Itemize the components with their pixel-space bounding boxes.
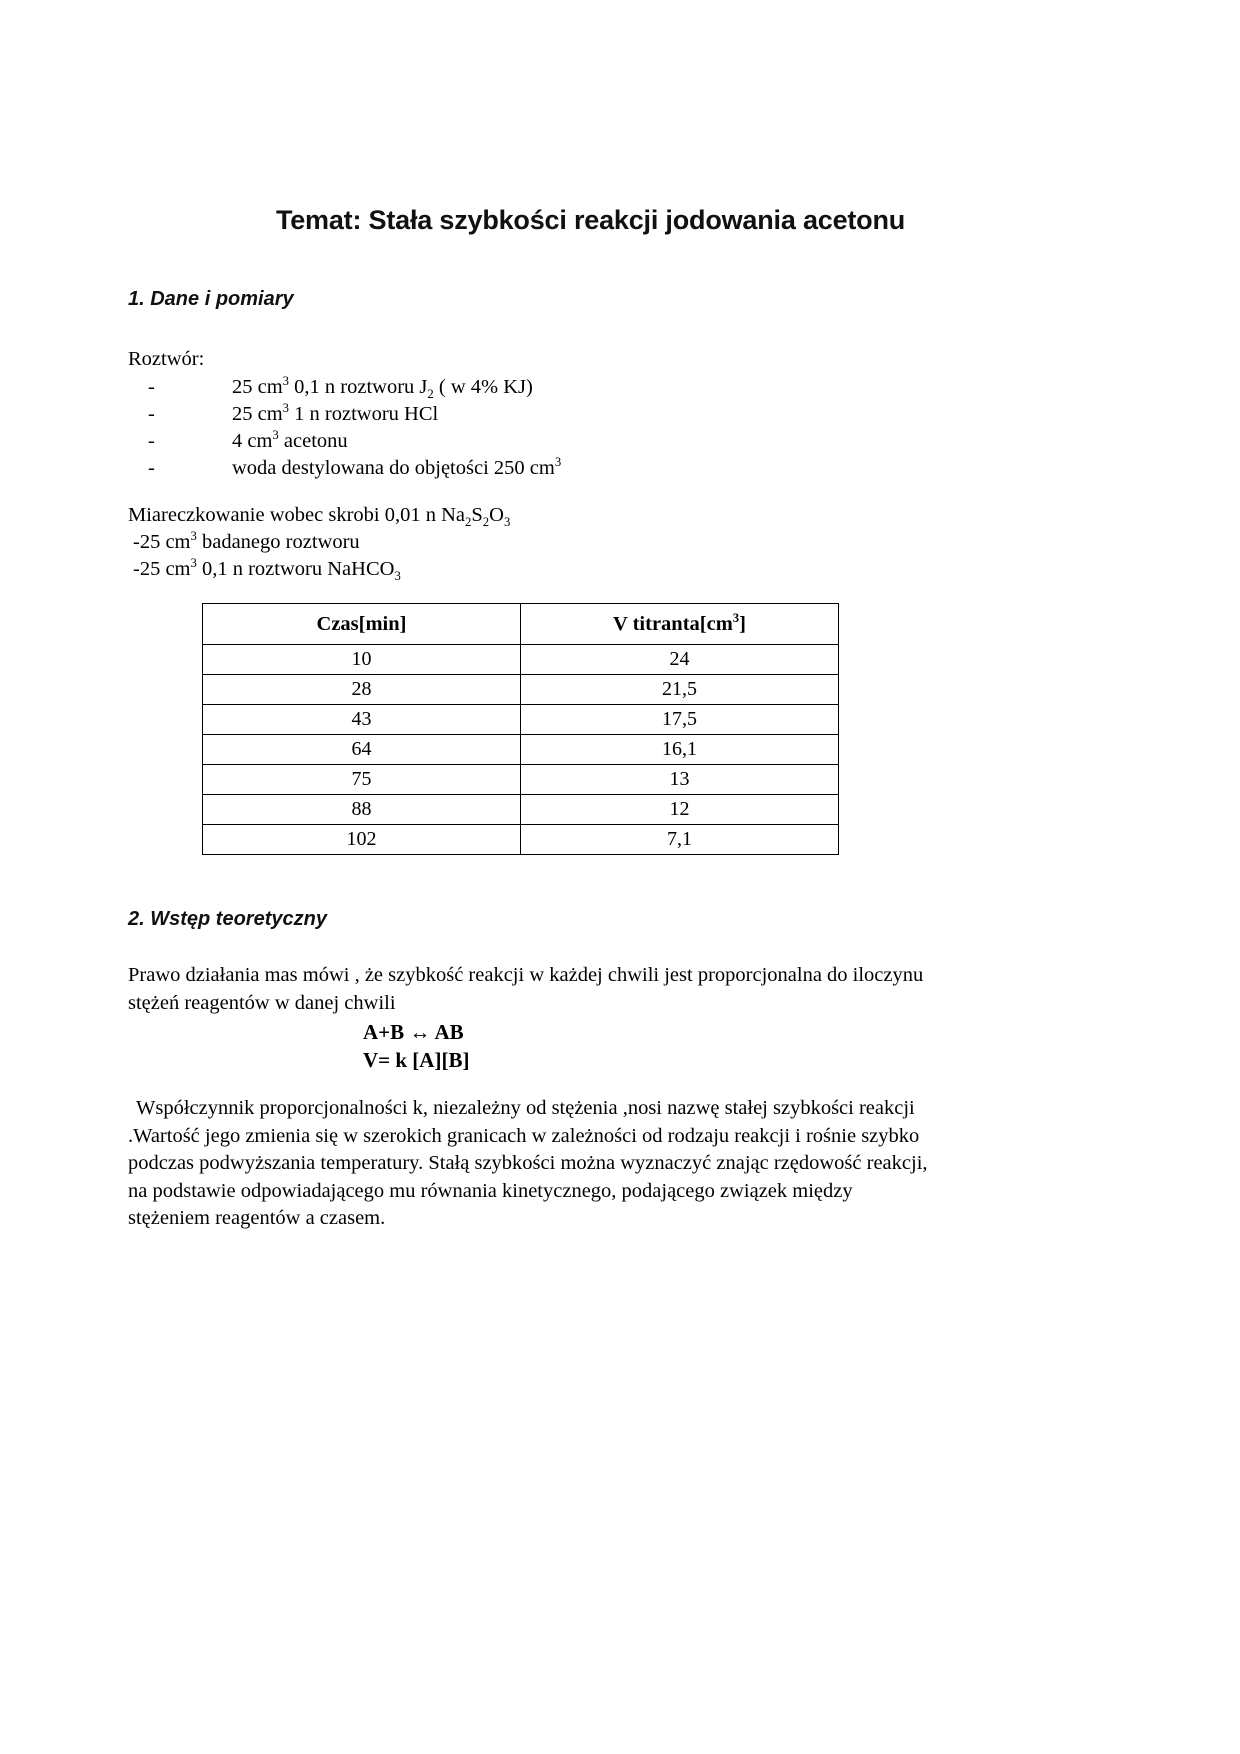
table-cell-czas: 43 (203, 705, 521, 735)
sample-amount: -25 cm (133, 531, 191, 553)
table-cell-titrant: 16,1 (521, 735, 839, 765)
table-row (203, 705, 839, 735)
list-item-exponent: 3 (282, 374, 290, 389)
table-cell-czas: 64 (203, 735, 521, 765)
table-cell-titrant: 17,5 (521, 705, 839, 735)
table-cell-czas: 88 (203, 795, 521, 825)
table-cell-titrant: 13 (521, 765, 839, 795)
table-row (203, 645, 839, 675)
list-item-exponent: 3 (272, 428, 279, 443)
paragraph-main: Współczynnik proporcjonalności k, niezależny od stężenia ,nosi nazwę stałej szybkości reakcji .Wartość jego zmienia się w szerokich granicach w zależności od rodzaju reakcji i rośnie szybko podczas podwyższania temperatury. Stałą szybkości można wyznaczyć znając rzędowość reakcji, na podstawie odpowiadającego mu równania kinetycznego, podającego związek między stężeniem reagentów a czasem. (128, 1097, 928, 1229)
table-cell-titrant: 24 (521, 645, 839, 675)
list-item-bullet: - (148, 430, 155, 452)
titration-line-sample (128, 529, 828, 556)
titration-sub-1: 2 (465, 515, 472, 530)
list-item-bullet: - (148, 457, 155, 479)
table-row (203, 765, 839, 795)
table-cell-czas: 10 (203, 645, 521, 675)
sample-text: badanego roztworu (196, 531, 360, 553)
section-heading-wstep-teoretyczny: 2. Wstęp teoretyczny (128, 908, 327, 930)
list-item-amount: 4 cm (232, 430, 273, 452)
table-header-czas (203, 604, 521, 645)
nahco3-amount: -25 cm (133, 558, 191, 580)
titration-text-c: O (489, 504, 504, 526)
table-header-titrant-exponent: 3 (732, 610, 740, 625)
formula-rate: V= k [A][B] (363, 1048, 470, 1072)
page-title: Temat: Stała szybkości reakcji jodowania acetonu (275, 205, 906, 235)
list-item-amount: 25 cm (232, 376, 283, 398)
table-cell-czas: 28 (203, 675, 521, 705)
table-row (203, 795, 839, 825)
titration-line-nahco3 (128, 556, 828, 583)
solution-label: Roztwór: (128, 348, 205, 370)
formula-block (128, 1018, 828, 1074)
table-row (203, 825, 839, 855)
nahco3-text: 0,1 n roztworu NaHCO (196, 558, 395, 580)
table-cell-czas: 75 (203, 765, 521, 795)
list-item-exponent: 3 (282, 401, 290, 416)
list-item-rest: 1 n roztworu HCl (289, 403, 439, 425)
nahco3-sub: 3 (394, 569, 401, 584)
table-body (203, 645, 839, 855)
table-header-czas-label: Czas[min] (316, 612, 407, 635)
list-item-amount: woda destylowana do objętości 250 cm (232, 457, 555, 479)
table-header-row (203, 604, 839, 645)
list-item-bullet: - (148, 403, 155, 425)
list-item-label (232, 455, 561, 482)
list-item-label (232, 401, 438, 428)
titration-sub-2: 2 (482, 515, 490, 530)
table-cell-titrant: 7,1 (521, 825, 839, 855)
sample-exponent: 3 (190, 529, 197, 544)
list-item-rest: 0,1 n roztworu J (289, 376, 428, 398)
table-cell-titrant: 12 (521, 795, 839, 825)
table-row (203, 675, 839, 705)
table-header-titrant-label: V titranta[cm (613, 612, 733, 635)
section-heading-dane-i-pomiary: 1. Dane i pomiary (128, 288, 294, 310)
list-item (128, 401, 828, 428)
list-item-amount: 25 cm (232, 403, 283, 425)
table-cell-titrant: 21,5 (521, 675, 839, 705)
measurements-table-wrapper (202, 603, 838, 855)
measurements-table (202, 603, 839, 855)
paragraph-intro: Prawo działania mas mówi , że szybkość reakcji w każdej chwili jest proporcjonalna do iloczynu stężeń reagentów w danej chwili (128, 964, 924, 1014)
table-cell-czas: 102 (203, 825, 521, 855)
list-item-label (232, 374, 533, 401)
titration-line-reagent (128, 502, 828, 529)
solution-ingredients-list (128, 374, 828, 482)
formula-reaction: A+B ↔ AB (363, 1020, 464, 1044)
table-header-titrant (521, 604, 839, 645)
nahco3-exponent: 3 (190, 556, 197, 571)
list-item (128, 428, 828, 455)
list-item-tail: ( w 4% KJ) (433, 376, 533, 398)
list-item-label (232, 428, 348, 455)
list-item-exponent: 3 (554, 455, 562, 470)
titration-sub-3: 3 (503, 515, 511, 530)
list-item-subscript: 2 (427, 387, 434, 402)
list-item-bullet: - (148, 376, 155, 398)
list-item (128, 455, 828, 482)
table-row (203, 735, 839, 765)
list-item-rest: acetonu (278, 430, 348, 452)
list-item (128, 374, 828, 401)
titration-text-a: Miareczkowanie wobec skrobi 0,01 n Na (128, 504, 465, 526)
titration-details (128, 502, 828, 583)
table-header-titrant-suffix: ] (739, 612, 746, 635)
titration-text-b: S (471, 504, 483, 526)
